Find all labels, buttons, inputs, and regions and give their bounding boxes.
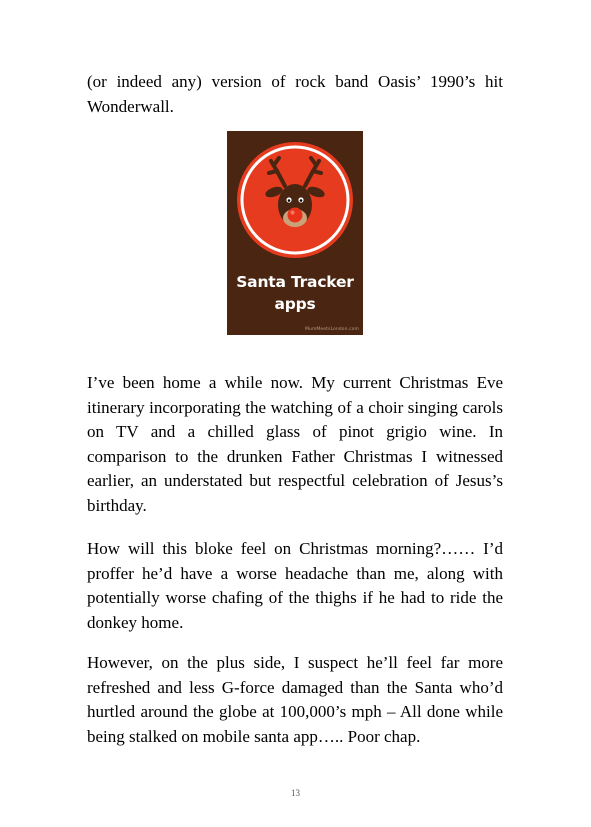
figure-title-line2: apps (274, 295, 316, 313)
paragraph-christmas-morning: How will this bloke feel on Christmas morning?…… I’d proffer he’d have a worse headache than me, along with potentially worse chafing of the thighs if he had to ride the donkey home. (87, 539, 503, 632)
reindeer-icon (227, 131, 363, 271)
page-number: 13 (291, 788, 300, 798)
figure-credit: MumMeetsLondon.com (305, 327, 359, 332)
paragraph-intro: (or indeed any) version of rock band Oasis’ 1990’s hit Wonderwall. (87, 72, 503, 116)
paragraph-home: I’ve been home a while now. My current Christmas Eve itinerary incorporating the watching of a choir singing carols on TV and a chilled glass of pinot grigio wine. In comparison to the drunken Father Christmas I witnessed earlier, an understated but respectful celebration of Jesus’s birthday. (87, 373, 503, 515)
santa-tracker-image (227, 131, 363, 335)
figure-title-line1: Santa Tracker (236, 273, 354, 291)
paragraph-plus-side: However, on the plus side, I suspect he’ll feel far more refreshed and less G-force damaged than the Santa who’d hurtled around the globe at 100,000’s mph – All done while being stalked on mobile santa app….. Poor chap. (87, 653, 503, 746)
